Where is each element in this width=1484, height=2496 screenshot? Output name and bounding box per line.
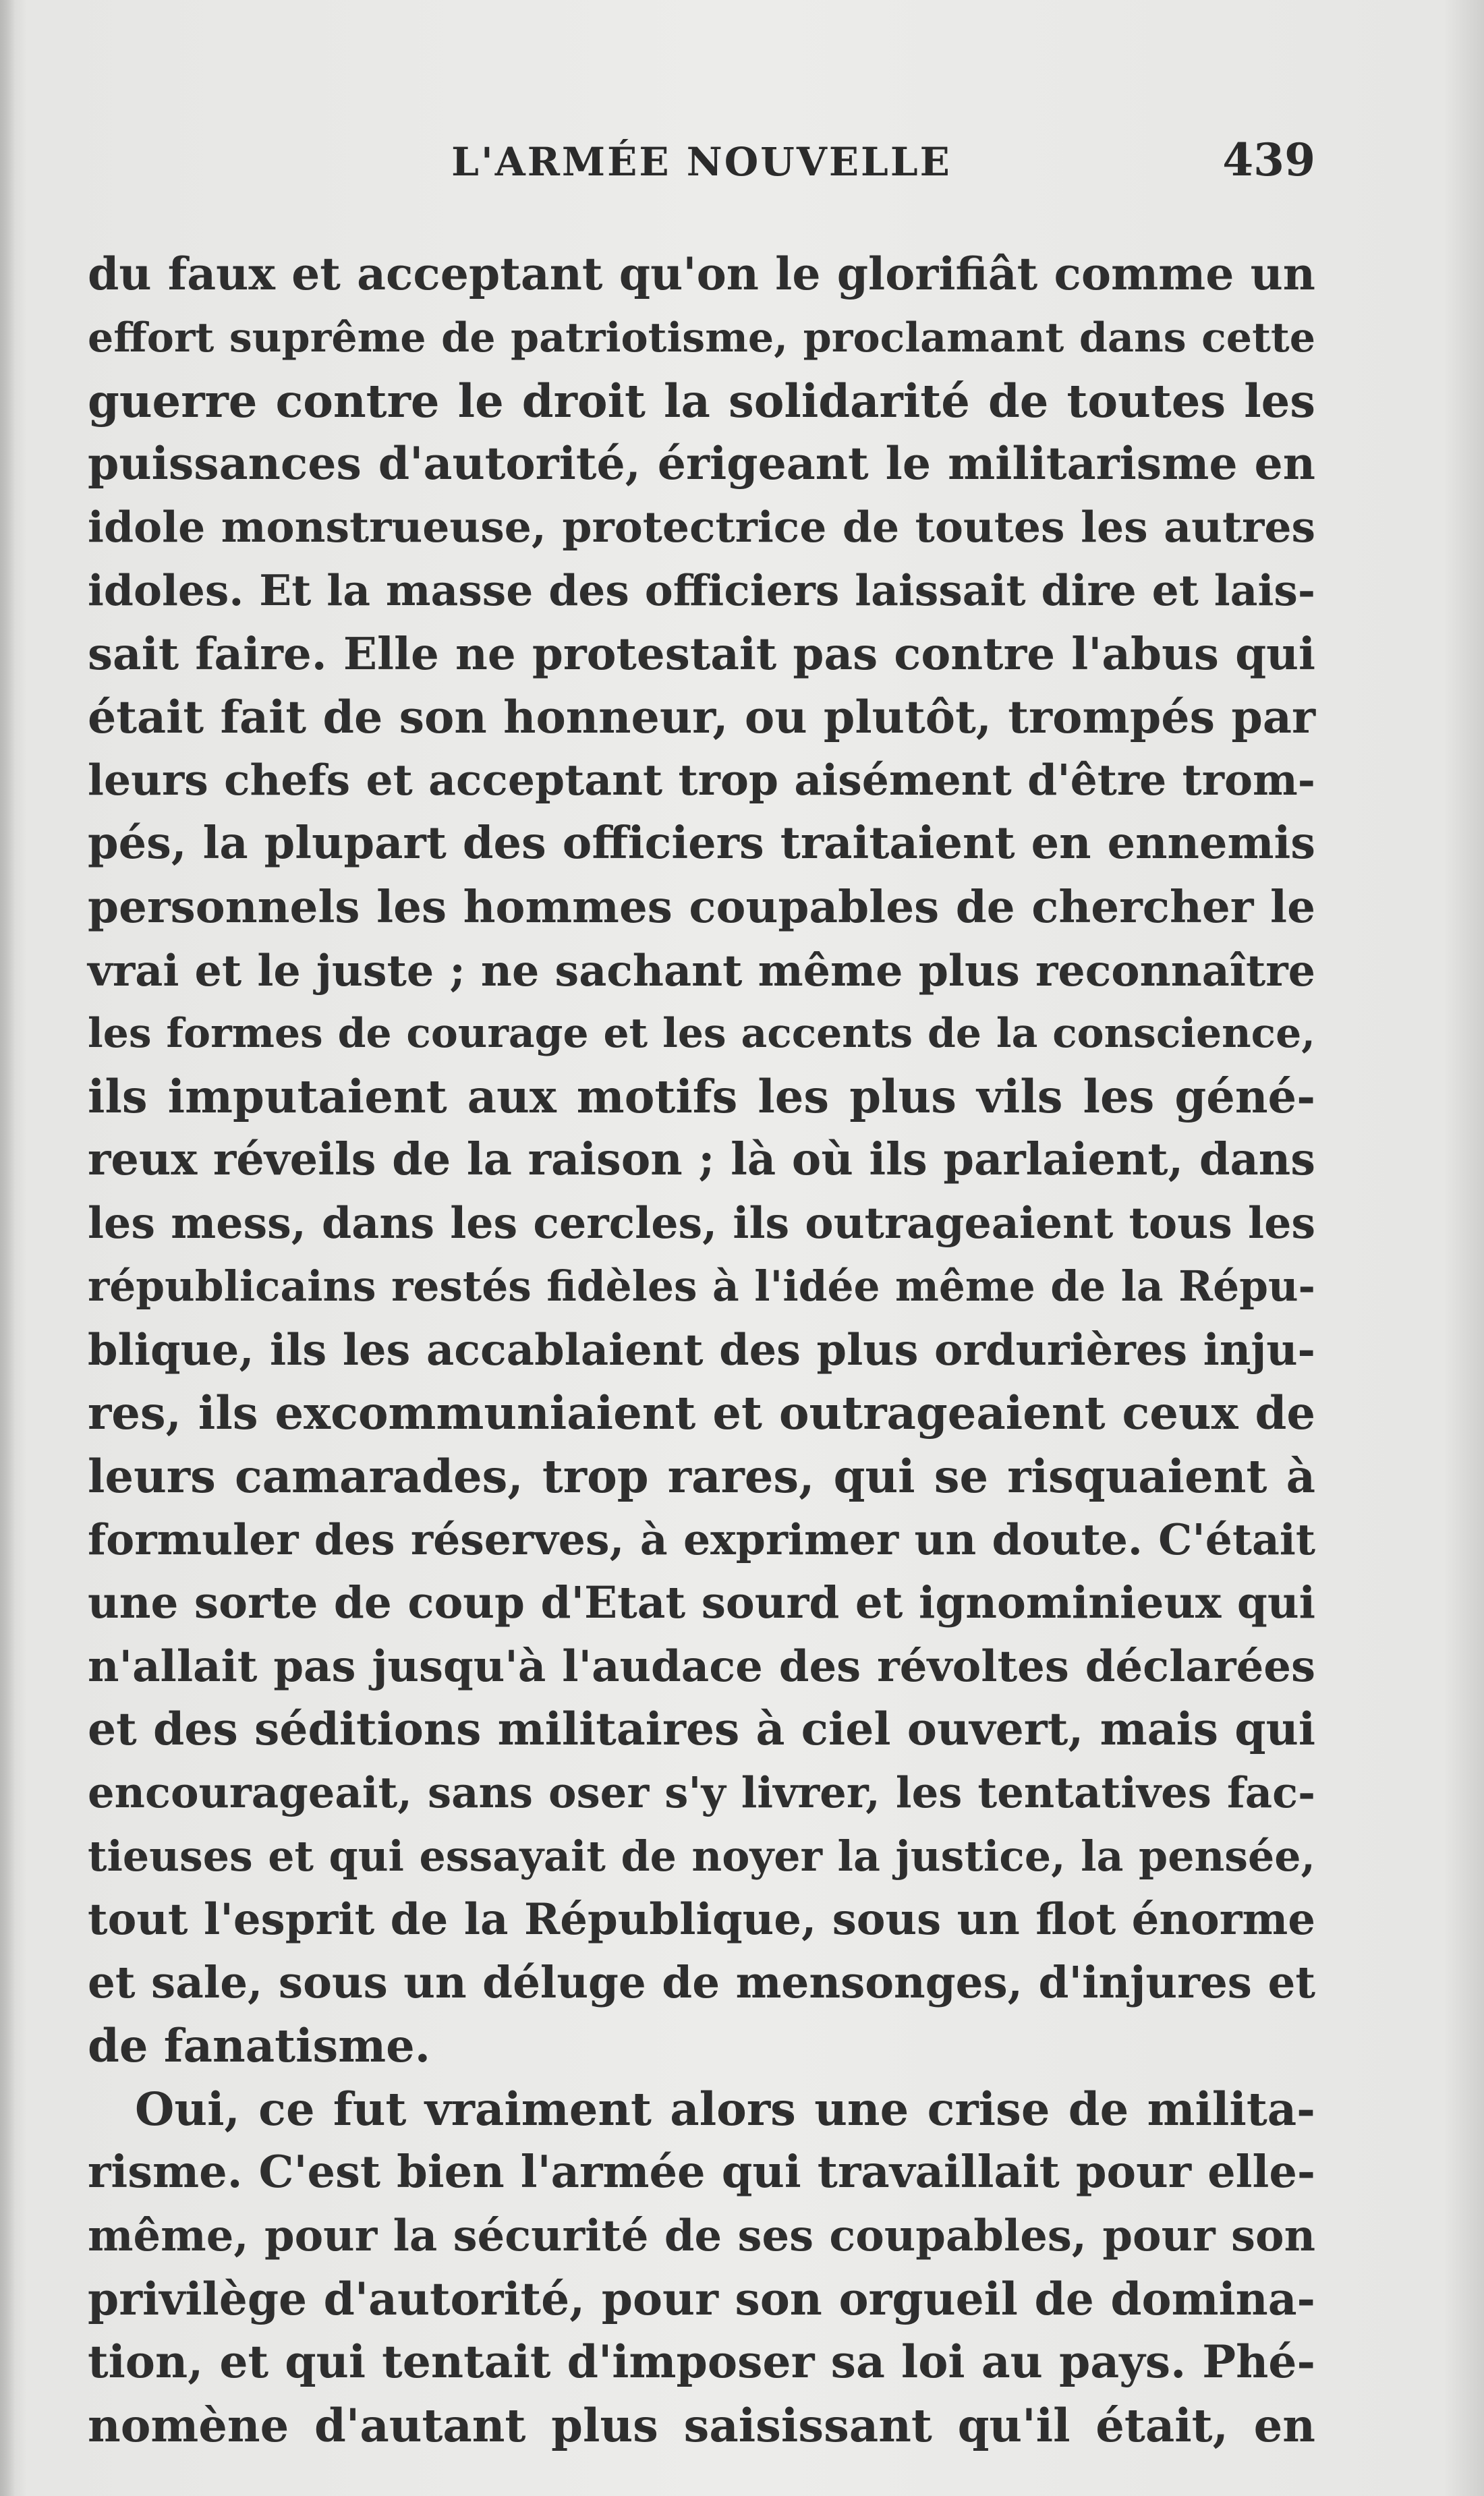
text-line: nomène d'autant plus saisissant qu'il était, en [88, 2399, 1315, 2453]
page-binding-shadow [0, 0, 15, 2496]
text-line: guerre contre le droit la solidarité de toutes les [88, 374, 1315, 428]
text-line: et des séditions militaires à ciel ouvert, mais qui [88, 1703, 1315, 1756]
page-number: 439 [1222, 134, 1315, 186]
text-line: républicains restés fidèles à l'idée même de la Répu- [88, 1261, 1315, 1311]
text-line: reux réveils de la raison ; là où ils parlaient, dans [88, 1134, 1315, 1186]
text-line: une sorte de coup d'Etat sourd et ignominieux qui [88, 1577, 1315, 1628]
text-line: blique, ils les accablaient des plus ordurières inju- [88, 1324, 1315, 1375]
text-line: même, pour la sécurité de ses coupables, pour son [88, 2210, 1315, 2261]
text-line: puissances d'autorité, érigeant le militarisme en [88, 437, 1315, 490]
text-line: pés, la plupart des officiers traitaient en ennemis [88, 818, 1315, 870]
paragraph-start-line: Oui, ce fut vraiment alors une crise de milita- [135, 2082, 1315, 2136]
text-line: du faux et acceptant qu'on le glorifiât comme un [88, 248, 1315, 300]
text-line: et sale, sous un déluge de mensonges, d'injures et [88, 1957, 1315, 2008]
paragraph-end-line: de fanatisme. [88, 2019, 431, 2073]
text-line: leurs chefs et acceptant trop aisément d'être trom- [88, 755, 1315, 805]
text-line: personnels les hommes coupables de chercher le [88, 880, 1315, 933]
page-header [88, 134, 1315, 194]
text-line: tout l'esprit de la République, sous un flot énorme [88, 1894, 1315, 1945]
text-line: effort suprême de patriotisme, proclamant dans cette [88, 313, 1315, 362]
text-line: les formes de courage et les accents de la conscience, [88, 1009, 1315, 1057]
text-line: n'allait pas jusqu'à l'audace des révoltes déclarées [88, 1641, 1315, 1692]
body-text [88, 243, 1315, 2458]
text-line: idole monstrueuse, protectrice de toutes les autres [88, 502, 1315, 552]
text-line: les mess, dans les cercles, ils outrageaient tous les [88, 1197, 1315, 1248]
text-line: formuler des réserves, à exprimer un doute. C'était [88, 1514, 1315, 1564]
text-line: tieuses et qui essayait de noyer la justice, la pensée, [88, 1831, 1315, 1881]
text-line: sait faire. Elle ne protestait pas contre l'abus qui [88, 627, 1315, 680]
text-line: idoles. Et la masse des officiers laissait dire et lais- [88, 565, 1315, 615]
text-line: risme. C'est bien l'armée qui travaillait pour elle- [88, 2146, 1315, 2198]
text-line: encourageait, sans oser s'y livrer, les tentatives fac- [88, 1767, 1315, 1818]
text-line: leurs camarades, trop rares, qui se risquaient à [88, 1450, 1315, 1504]
text-line: ils imputaient aux motifs les plus vils les géné- [88, 1070, 1315, 1124]
text-line: vrai et le juste ; ne sachant même plus reconnaître [88, 944, 1315, 996]
text-line: tion, et qui tentait d'imposer sa loi au pays. Phé- [88, 2335, 1315, 2389]
text-line: était fait de son honneur, ou plutôt, trompés par [88, 690, 1315, 743]
running-title: L'ARMÉE NOUVELLE [451, 139, 952, 185]
text-line: res, ils excommuniaient et outrageaient ceux de [88, 1386, 1315, 1440]
text-line: privilège d'autorité, pour son orgueil de domina- [88, 2272, 1315, 2325]
